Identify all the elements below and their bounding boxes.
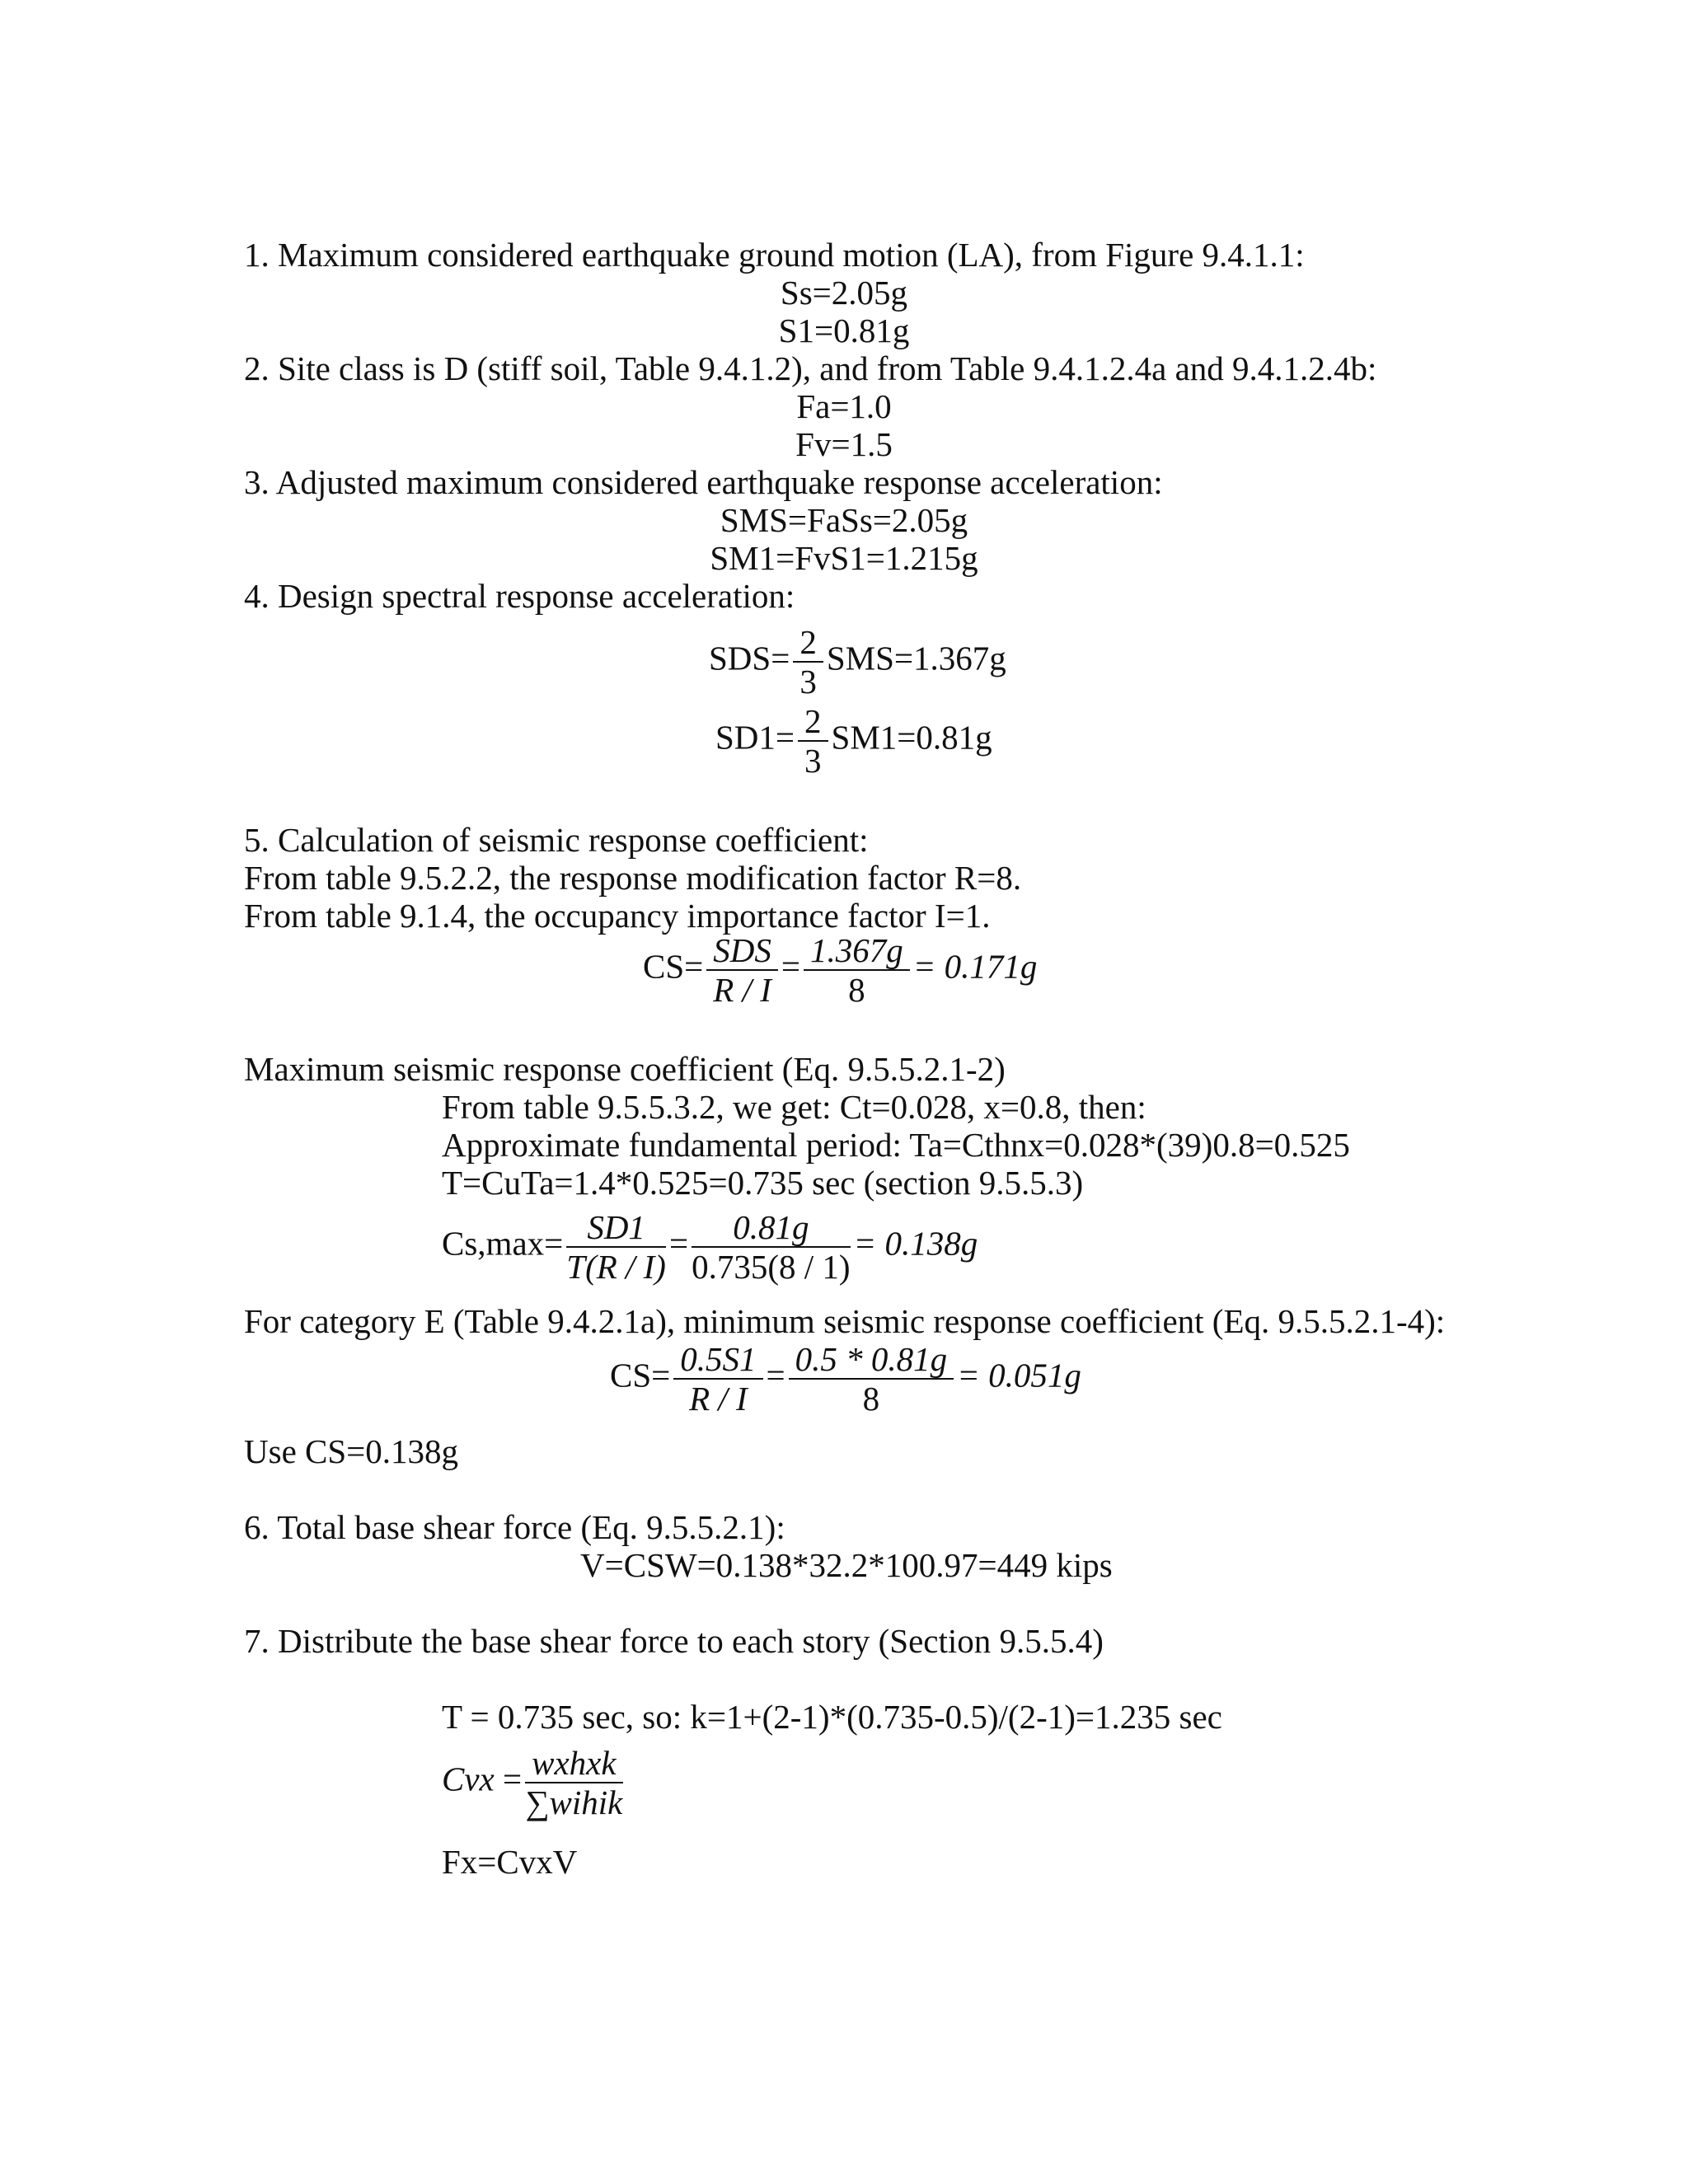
max-coefficient-heading: Maximum seismic response coefficient (Eq. 9.5.5.2.1-2) <box>244 1050 1006 1088</box>
section-7-heading: 7. Distribute the base shear force to each story (Section 9.5.5.4) <box>244 1622 1104 1660</box>
i-factor-line: From table 9.1.4, the occupancy importance factor I=1. <box>244 897 991 935</box>
cs-value-fraction: $\frac{1.367g}{8}$ <box>804 931 910 1009</box>
section-2-heading: 2. Site class is D (stiff soil, Table 9.4.1.2), and from Table 9.4.1.2.4a and 9.4.1.2.4b: <box>244 349 1377 387</box>
cvx-equation: Cvx = $\frac{\text{wxhxk}}{\text{∑wihik}}$ <box>442 1744 623 1821</box>
sds-equation <box>709 623 1006 701</box>
min-coefficient-heading: For category E (Table 9.4.2.1a), minimum seismic response coefficient (Eq. 9.5.5.2.1-4): <box>244 1302 1446 1340</box>
base-shear-equation: V=CSW=0.138*32.2*100.97=449 kips <box>580 1546 1113 1584</box>
use-cs-line: Use CS=0.138g <box>244 1432 459 1470</box>
ct-line: From table 9.5.5.3.2, we get: Ct=0.028, x=0.8, then: <box>442 1088 1146 1126</box>
sds-rhs: SMS=1.367g <box>826 639 1006 677</box>
r-factor-line: From table 9.5.2.2, the response modification factor R=8. <box>244 859 1022 897</box>
cs-equation: CS= $\frac{\text{SDS}}{R / I}$ = $\frac{1.367g}{8}$ = 0.171g <box>643 931 1038 1009</box>
ss-value: Ss=2.05g <box>780 274 908 312</box>
cvx-fraction: $\frac{\text{wxhxk}}{\text{∑wihik}}$ <box>525 1744 623 1821</box>
fx-line: Fx=CvxV <box>442 1843 578 1881</box>
sds-lhs: SDS= <box>709 639 790 677</box>
sd1-lhs: SD1= <box>715 718 795 757</box>
two-thirds-fraction: $\frac{2}{3}$ <box>793 623 823 701</box>
csmax-value-fraction: $\frac{0.81g}{0.735(8 / 1)}$ <box>692 1208 851 1286</box>
section-4-heading: 4. Design spectral response acceleration: <box>244 577 795 615</box>
section-1-heading: 1. Maximum considered earthquake ground motion (LA), from Figure 9.4.1.1: <box>244 236 1305 274</box>
sd1-equation <box>715 702 992 780</box>
section-6-heading: 6. Total base shear force (Eq. 9.5.5.2.1): <box>244 1508 785 1546</box>
sds-over-ri-fraction: $\frac{\text{SDS}}{R / I}$ <box>706 931 778 1009</box>
s1-value: S1=0.81g <box>778 312 910 349</box>
k-line: T = 0.735 sec, so: k=1+(2-1)*(0.735-0.5)/(2-1)=1.235 sec <box>442 1698 1222 1736</box>
sm1-equation: SM1=FvS1=1.215g <box>710 539 978 577</box>
05s1-over-ri-fraction: $\frac{0.5S1}{R / I}$ <box>673 1340 762 1418</box>
two-thirds-fraction: $\frac{2}{3}$ <box>798 702 828 780</box>
fv-value: Fv=1.5 <box>795 425 893 463</box>
sms-equation: SMS=FaSs=2.05g <box>720 501 968 539</box>
section-3-heading: 3. Adjusted maximum considered earthquake response acceleration: <box>244 463 1163 501</box>
section-5-heading: 5. Calculation of seismic response coefficient: <box>244 821 869 859</box>
ta-line: Approximate fundamental period: Ta=Cthnx=0.028*(39)0.8=0.525 <box>442 1126 1350 1164</box>
csmin-value-fraction: $\frac{0.5 * 0.81g}{8}$ <box>789 1340 954 1418</box>
csmin-equation: CS= $\frac{0.5S1}{R / I}$ = $\frac{0.5 * 0.81g}{8}$ = 0.051g <box>610 1340 1081 1418</box>
fa-value: Fa=1.0 <box>796 387 892 425</box>
t-line: T=CuTa=1.4*0.525=0.735 sec (section 9.5.5.3) <box>442 1164 1084 1202</box>
csmax-equation: Cs,max= $\frac{SD1}{T(R / I)}$ = $\frac{0.81g}{0.735(8 / 1)}$ = 0.138g <box>442 1208 978 1286</box>
sd1-rhs: SM1=0.81g <box>831 718 992 757</box>
sd1-over-tri-fraction: $\frac{SD1}{T(R / I)}$ <box>566 1208 666 1286</box>
